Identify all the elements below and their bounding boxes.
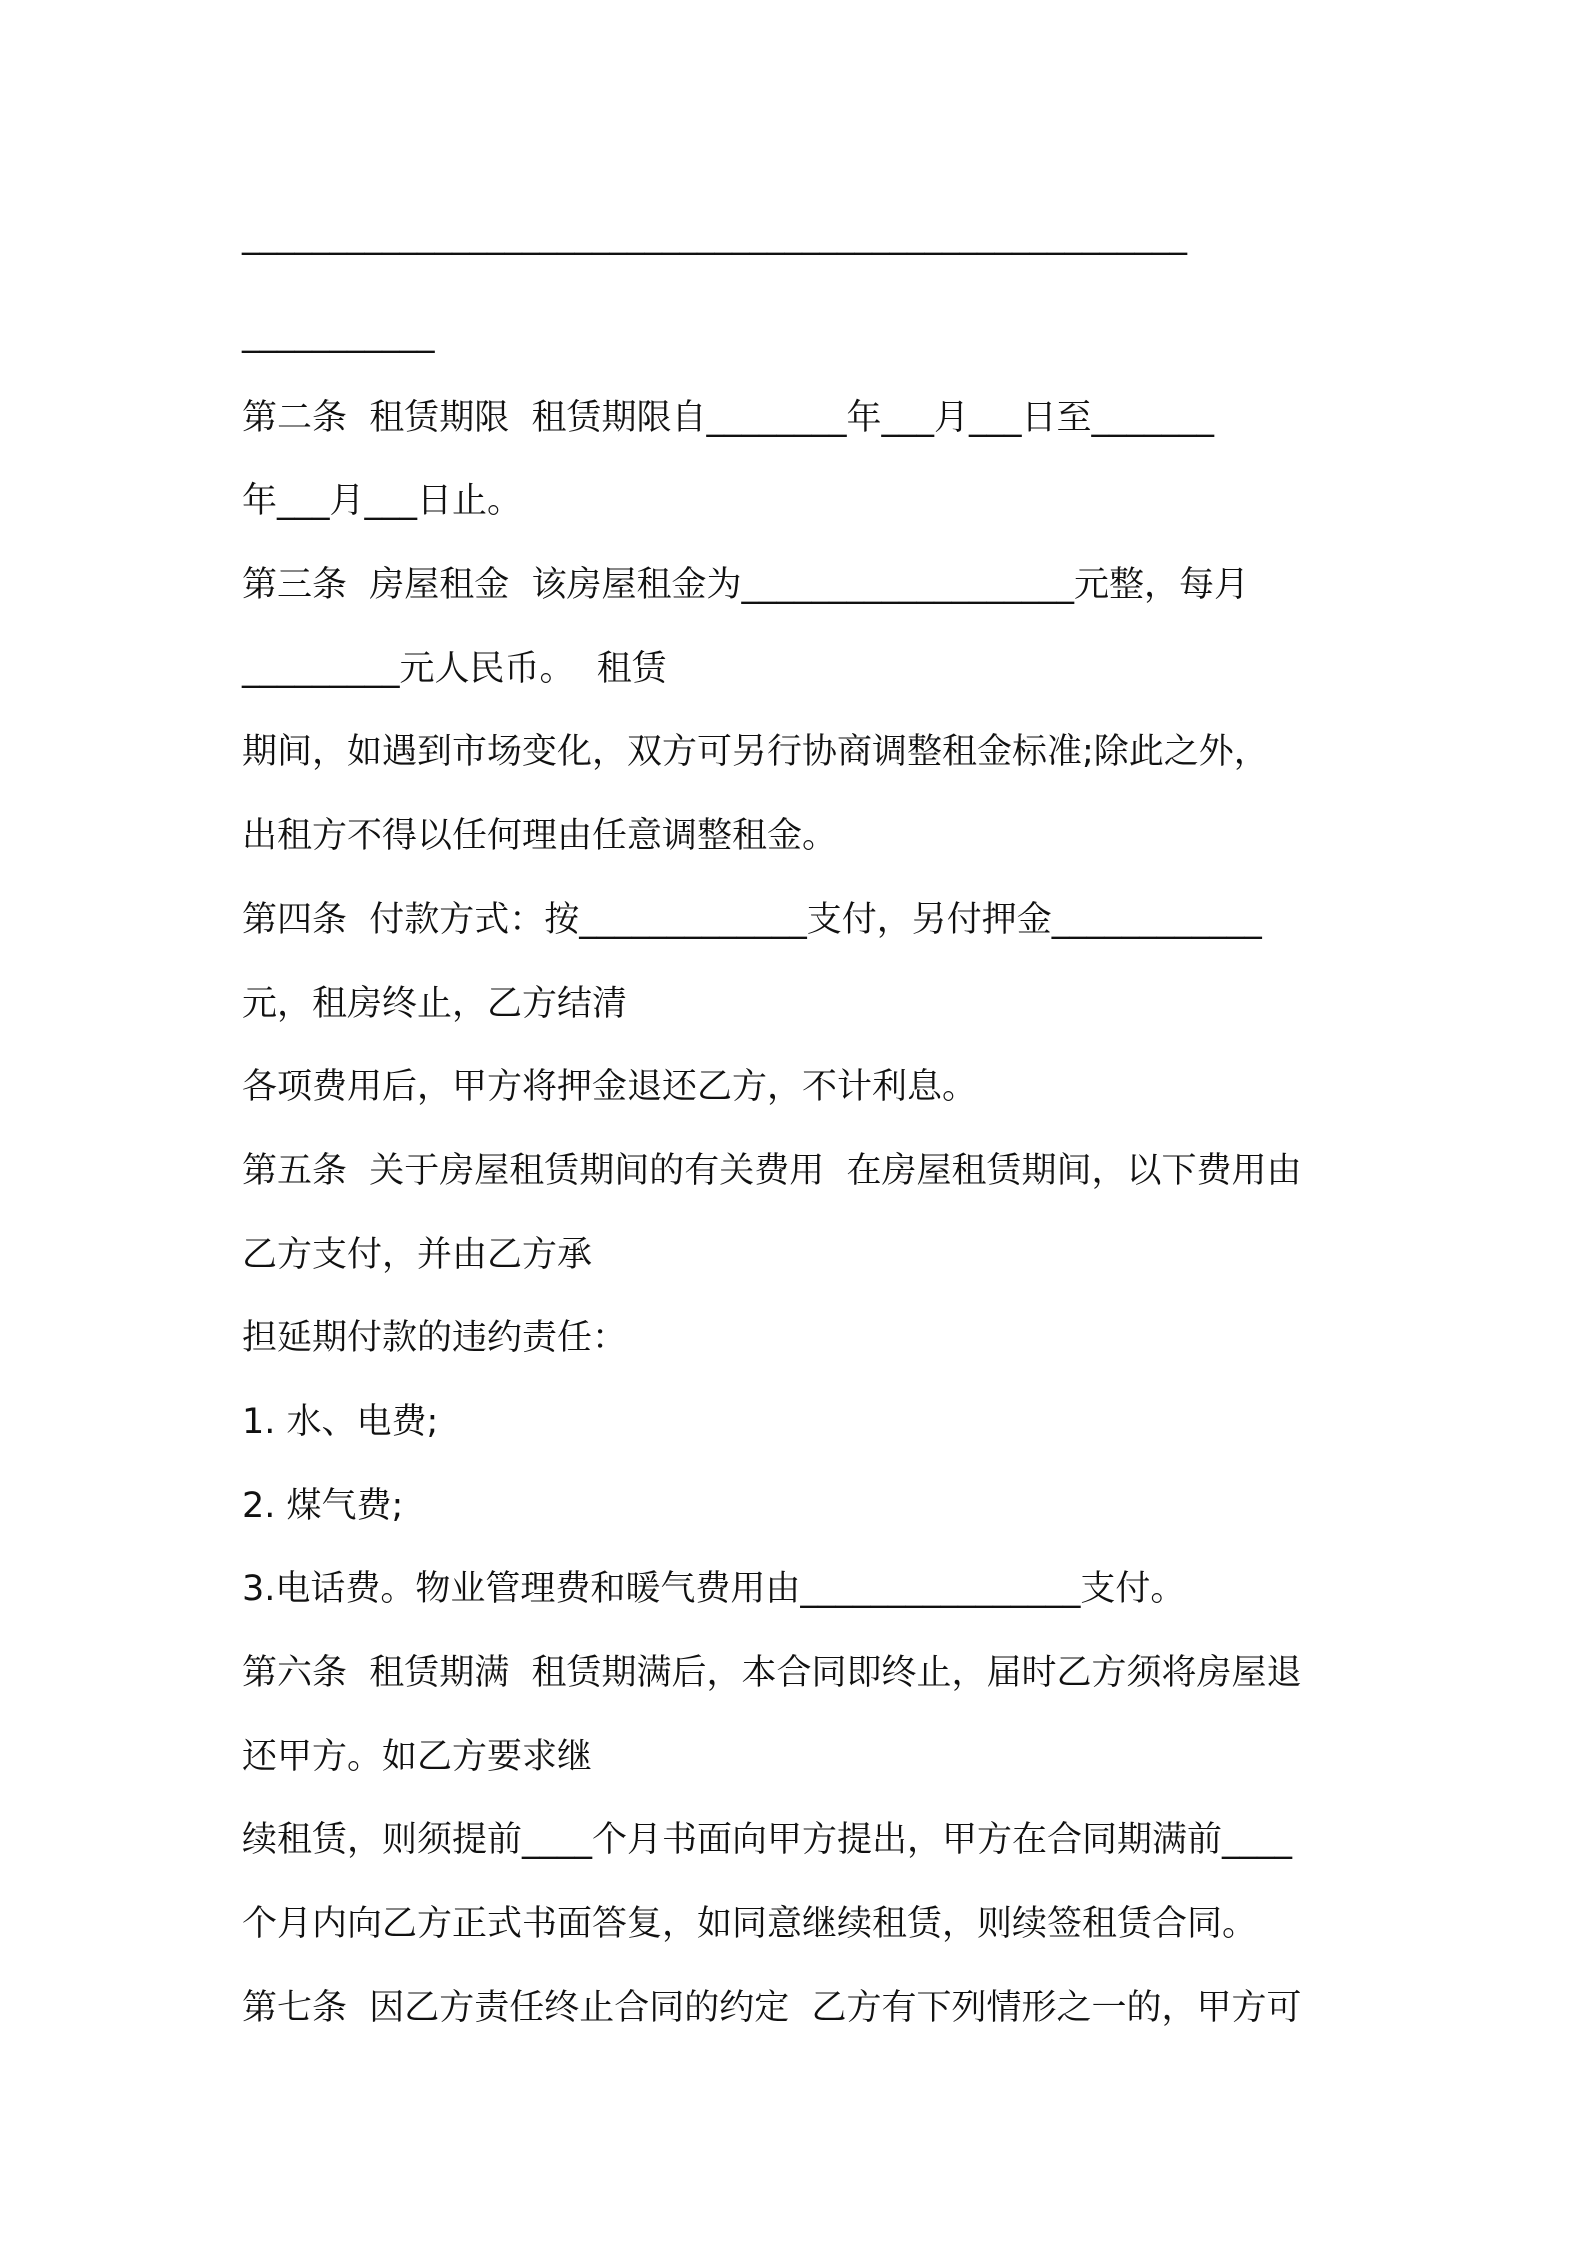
blank-line-1: ______________________________________________________ (242, 216, 1187, 256)
list-item-1: 1. 水、电费; (242, 1401, 439, 1442)
article-6-line-1: 第六条 租赁期满 租赁期满后，本合同即终止，届时乙方须将房屋退 (242, 1653, 1302, 1693)
blank-line-2: ___________ (242, 314, 435, 354)
article-7-line-1: 第七条 因乙方责任终止合同的约定 乙方有下列情形之一的，甲方可 (242, 1987, 1302, 2028)
article-5-line-2: 乙方支付，并由乙方承 (242, 1234, 593, 1275)
article-3-line-4: 出租方不得以任何理由任意调整租金。 (242, 816, 838, 857)
article-2-line-1: 第二条 租赁期限 租赁期限自________年___月___日至_______ (242, 397, 1215, 438)
article-3-line-1: 第三条 房屋租金 该房屋租金为___________________元整，每月 (242, 565, 1250, 606)
article-3-line-3: 期间，如遇到市场变化，双方可另行协商调整租金标准;除此之外， (242, 732, 1269, 773)
document-body (242, 208, 1360, 2063)
article-6-line-3: 续租赁，则须提前____个月书面向甲方提出，甲方在合同期满前____ (242, 1820, 1293, 1861)
list-item-3: 3.电话费。物业管理费和暖气费用由________________支付。 (242, 1569, 1186, 1610)
article-3-line-2: _________元人民币。 租赁 (242, 648, 667, 689)
article-5-line-1: 第五条 关于房屋租赁期间的有关费用 在房屋租赁期间，以下费用由 (242, 1150, 1302, 1191)
list-item-2: 2. 煤气费; (242, 1485, 404, 1526)
article-2-line-2: 年___月___日止。 (242, 481, 523, 522)
article-4-line-3: 各项费用后，甲方将押金退还乙方，不计利息。 (242, 1067, 978, 1108)
article-6-line-2: 还甲方。如乙方要求继 (242, 1736, 593, 1777)
article-4-line-2: 元，租房终止，乙方结清 (242, 983, 628, 1024)
article-4-line-1: 第四条 付款方式：按_____________支付，另付押金____________ (242, 899, 1262, 940)
article-6-line-4: 个月内向乙方正式书面答复，如同意继续租赁，则续签租赁合同。 (242, 1904, 1258, 1945)
article-5-line-3: 担延期付款的违约责任： (242, 1318, 628, 1359)
